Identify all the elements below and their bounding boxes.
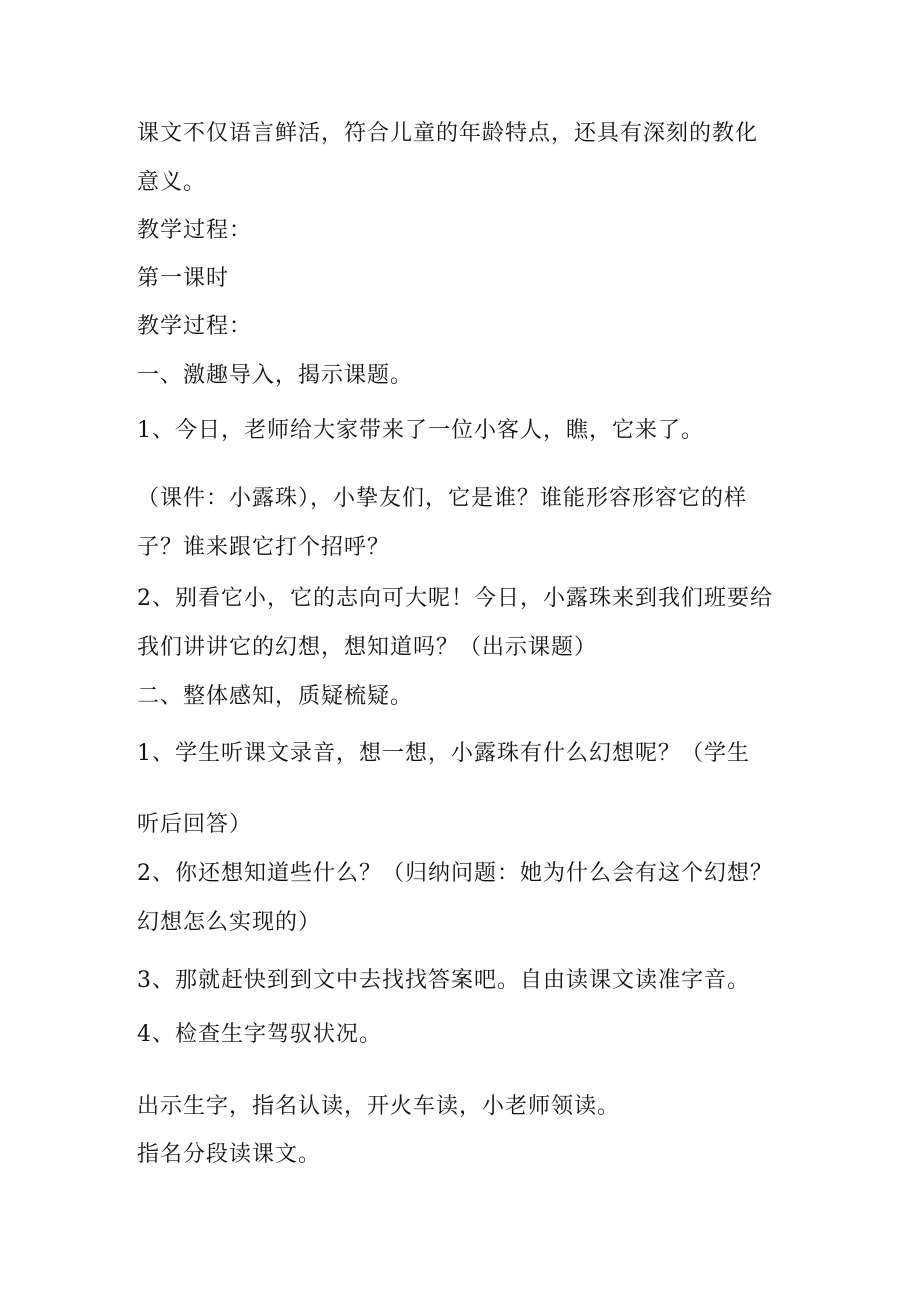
text-line: 课文不仅语言鲜活，符合儿童的年龄特点，还具有深刻的教化 [137, 121, 759, 146]
text-line: 意义。 [137, 170, 207, 195]
text-line: 2、你还想知道些什么？（归纳问题：她为什么会有这个幻想？ [137, 861, 773, 886]
section-heading: 一、激趣导入，揭示课题。 [137, 363, 414, 388]
section-heading: 教学过程： [137, 218, 253, 243]
text-line: 子？谁来跟它打个招呼？ [137, 535, 391, 560]
text-line: 1、今日，老师给大家带来了一位小客人，瞧，它来了。 [137, 418, 704, 443]
text-line: 2、别看它小，它的志向可大呢！今日，小露珠来到我们班要给 [137, 586, 773, 611]
text-line: 4、检查生字驾驭状况。 [137, 1022, 382, 1047]
section-heading: 教学过程： [137, 314, 253, 339]
text-line: （课件：小露珠），小挚友们，它是谁？谁能形容形容它的样 [137, 486, 748, 511]
text-line: 听后回答） [137, 812, 253, 837]
text-line: 1、学生听课文录音，想一想，小露珠有什么幻想呢？（学生 [137, 741, 750, 766]
text-line: 出示生字，指名认读，开火车读，小老师领读。 [137, 1094, 621, 1119]
text-line: 我们讲讲它的幻想，想知道吗？（出示课题） [137, 635, 598, 660]
text-line: 3、那就赶快到到文中去找找答案吧。自由读课文读准字音。 [137, 968, 750, 993]
text-line: 指名分段读课文。 [137, 1142, 322, 1167]
text-line: 幻想怎么实现的） [137, 910, 322, 935]
section-heading: 第一课时 [137, 266, 230, 291]
section-heading: 二、整体感知，质疑梳疑。 [137, 684, 414, 709]
